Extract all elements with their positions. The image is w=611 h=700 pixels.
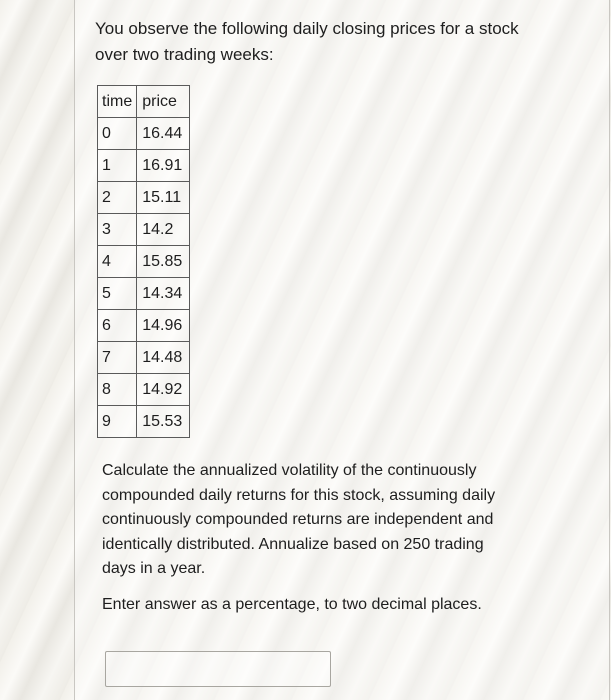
table-row: [98, 342, 190, 374]
column-header-price: price: [137, 86, 190, 118]
time-cell: 9: [98, 406, 137, 438]
price-table: [97, 85, 190, 438]
price-cell: 16.44: [137, 118, 190, 150]
time-cell: 0: [98, 118, 137, 150]
time-cell: 4: [98, 246, 137, 278]
answer-input[interactable]: [105, 651, 331, 687]
price-cell: 15.85: [137, 246, 190, 278]
price-cell: 14.96: [137, 310, 190, 342]
price-cell: 15.11: [137, 182, 190, 214]
column-header-time: time: [98, 86, 137, 118]
price-cell: 16.91: [137, 150, 190, 182]
table-row: [98, 118, 190, 150]
table-header-row: [98, 86, 190, 118]
time-cell: 5: [98, 278, 137, 310]
price-cell: 14.48: [137, 342, 190, 374]
table-row: [98, 310, 190, 342]
table-row: [98, 246, 190, 278]
time-cell: 2: [98, 182, 137, 214]
time-cell: 7: [98, 342, 137, 374]
time-cell: 8: [98, 374, 137, 406]
problem-intro: You observe the following daily closing prices for a stock over two trading weeks:: [95, 19, 519, 64]
time-cell: 3: [98, 214, 137, 246]
table-row: [98, 150, 190, 182]
table-row: [98, 182, 190, 214]
time-cell: 6: [98, 310, 137, 342]
answer-instruction: Enter answer as a percentage, to two decimal places.: [102, 596, 482, 613]
price-cell: 14.2: [137, 214, 190, 246]
price-cell: 14.92: [137, 374, 190, 406]
table-row: [98, 374, 190, 406]
price-cell: 15.53: [137, 406, 190, 438]
table-row: [98, 278, 190, 310]
time-cell: 1: [98, 150, 137, 182]
question-text: Calculate the annualized volatility of the continuously compounded daily returns for this stock, assuming daily continuously compounded returns are independent and identically distributed. Annualize based on 250 trading days in a year.: [102, 462, 496, 577]
price-cell: 14.34: [137, 278, 190, 310]
table-row: [98, 214, 190, 246]
table-row: [98, 406, 190, 438]
